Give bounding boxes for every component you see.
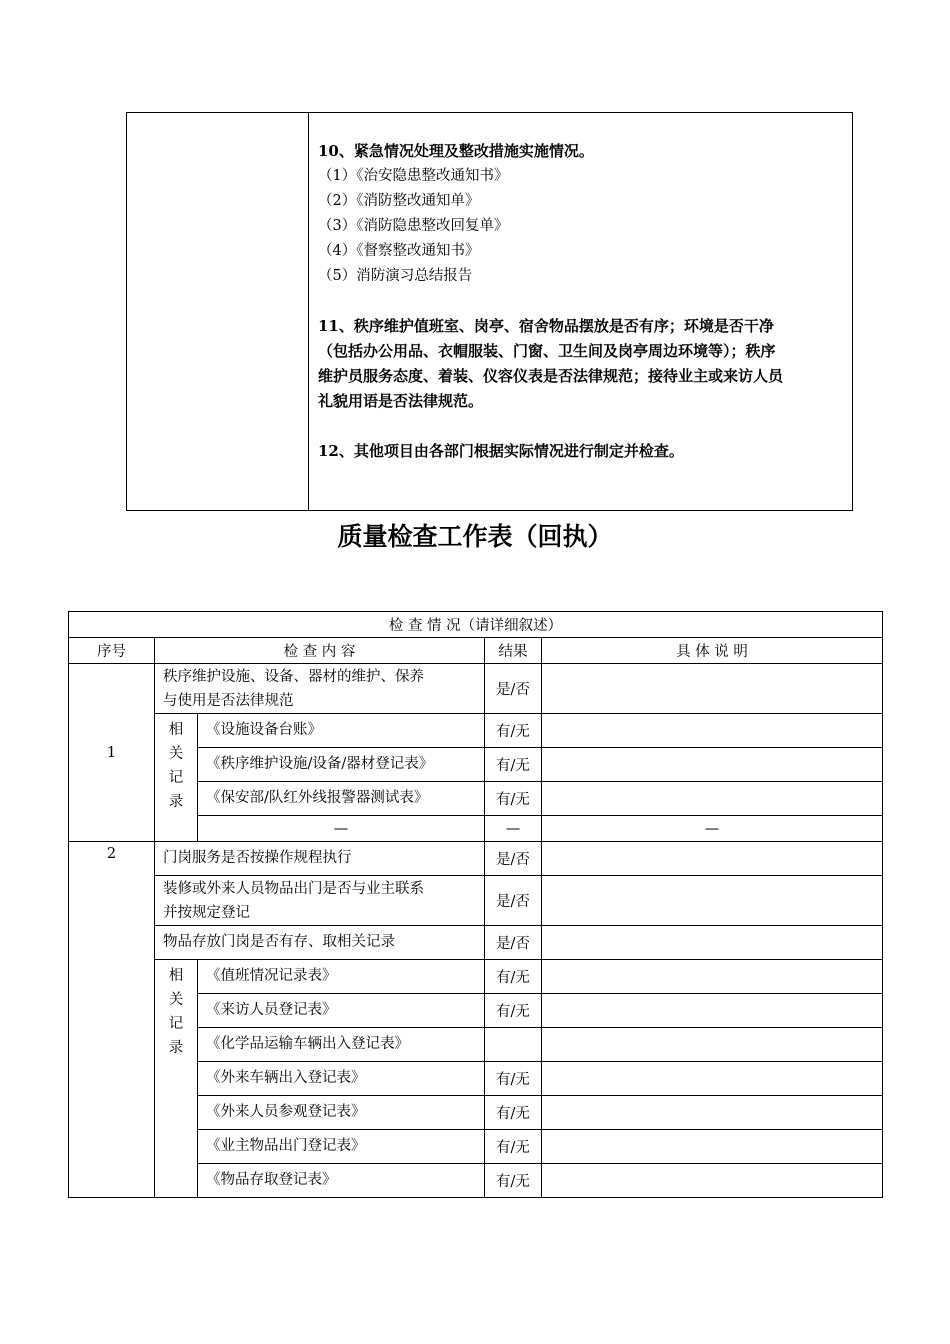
record-detail[interactable] [542,1130,883,1164]
section-1-main-detail[interactable] [542,664,883,714]
record-name: 《外来人员参观登记表》 [198,1096,485,1130]
section-1-related-records-label: 相 关 记 录 [155,714,198,842]
section-2-check-3: 物品存放门岗是否有存、取相关记录 [155,926,485,960]
record-detail[interactable] [542,1062,883,1096]
section-2-check-2-result: 是/否 [485,876,542,926]
item-11-line-3: 维护员服务态度、着装、仪容仪表是否法律规范；接待业主或来访人员 [318,367,784,385]
col-header-content: 检 查 内 容 [155,638,485,664]
item-10-sub-2: （2）《消防整改通知单》 [318,193,480,209]
record-detail[interactable] [542,782,883,816]
item-10-sub-3: （3）《消防隐患整改回复单》 [318,218,509,234]
item-10-sub-5: （5）消防演习总结报告 [318,268,473,284]
item-11-line-4: 礼貌用语是否法律规范。 [318,392,484,410]
record-name: 《外来车辆出入登记表》 [198,1062,485,1096]
section-2-check-1: 门岗服务是否按操作规程执行 [155,842,485,876]
section-2-check-3-detail[interactable] [542,926,883,960]
record-result: — [485,816,542,842]
record-detail[interactable] [542,1096,883,1130]
section-2-check-1-detail[interactable] [542,842,883,876]
top-box [126,112,853,511]
section-2-check-2-detail[interactable] [542,876,883,926]
record-name: 《物品存取登记表》 [198,1164,485,1198]
table-row [69,926,883,960]
record-detail[interactable] [542,994,883,1028]
section-1-main-line-1: 秩序维护设施、设备、器材的维护、保养 [163,668,424,685]
item-11-line-2: （包括办公用品、衣帽服装、门窗、卫生间及岗亭周边环境等）；秩序 [318,342,776,360]
record-detail[interactable] [542,1028,883,1062]
section-1-number: 1 [69,664,155,842]
record-name: 《业主物品出门登记表》 [198,1130,485,1164]
record-detail[interactable] [542,1164,883,1198]
top-box-content [318,139,848,464]
table-header-span: 检 查 情 况（请详细叙述） [69,612,883,638]
record-result: 有/无 [485,782,542,816]
record-name: 《设施设备台账》 [198,714,485,748]
quality-check-table [68,611,883,1198]
table-row [69,876,883,926]
section-1-main-check [155,664,485,714]
item-12-heading: 12、其他项目由各部门根据实际情况进行制定并检查。 [318,442,684,460]
section-2-check-2-line-2: 并按规定登记 [163,904,250,921]
record-detail[interactable] [542,748,883,782]
record-result: 有/无 [485,994,542,1028]
col-header-detail: 具 体 说 明 [542,638,883,664]
record-detail: — [542,816,883,842]
section-2-check-3-result: 是/否 [485,926,542,960]
table-row [69,960,883,994]
table-header-row [69,638,883,664]
record-name: — [198,816,485,842]
record-result: 有/无 [485,960,542,994]
section-2-check-1-result: 是/否 [485,842,542,876]
record-name: 《化学品运输车辆出入登记表》 [198,1028,485,1062]
record-detail[interactable] [542,960,883,994]
record-result: 有/无 [485,748,542,782]
record-result: 有/无 [485,1096,542,1130]
col-header-no: 序号 [69,638,155,664]
table-row [69,842,883,876]
section-1-main-line-2: 与使用是否法律规范 [163,692,294,709]
section-2-check-2 [155,876,485,926]
section-2-related-records-label: 相 关 记 录 [155,960,198,1198]
col-header-result: 结果 [485,638,542,664]
record-result: 有/无 [485,714,542,748]
record-result: 有/无 [485,1164,542,1198]
record-result [485,1028,542,1062]
record-name: 《来访人员登记表》 [198,994,485,1028]
section-2-number: 2 [69,842,155,1198]
record-detail[interactable] [542,714,883,748]
record-name: 《值班情况记录表》 [198,960,485,994]
section-2-check-2-line-1: 装修或外来人员物品出门是否与业主联系 [163,880,424,897]
record-name: 《秩序维护设施/设备/器材登记表》 [198,748,485,782]
item-10-sub-1: （1）《治安隐患整改通知书》 [318,168,509,184]
page-title: 质量检查工作表（回执） [337,522,613,551]
record-name: 《保安部/队红外线报警器测试表》 [198,782,485,816]
item-10-sub-4: （4）《督察整改通知书》 [318,243,480,259]
table-header-span-row [69,612,883,638]
column-divider [308,113,309,510]
record-result: 有/无 [485,1062,542,1096]
item-11-line-1: 11、秩序维护值班室、岗亭、宿舍物品摆放是否有序；环境是否干净 [318,317,774,335]
table-row [69,664,883,714]
item-10-heading: 10、紧急情况处理及整改措施实施情况。 [318,142,594,160]
section-1-main-result: 是/否 [485,664,542,714]
record-result: 有/无 [485,1130,542,1164]
table-row [69,714,883,748]
